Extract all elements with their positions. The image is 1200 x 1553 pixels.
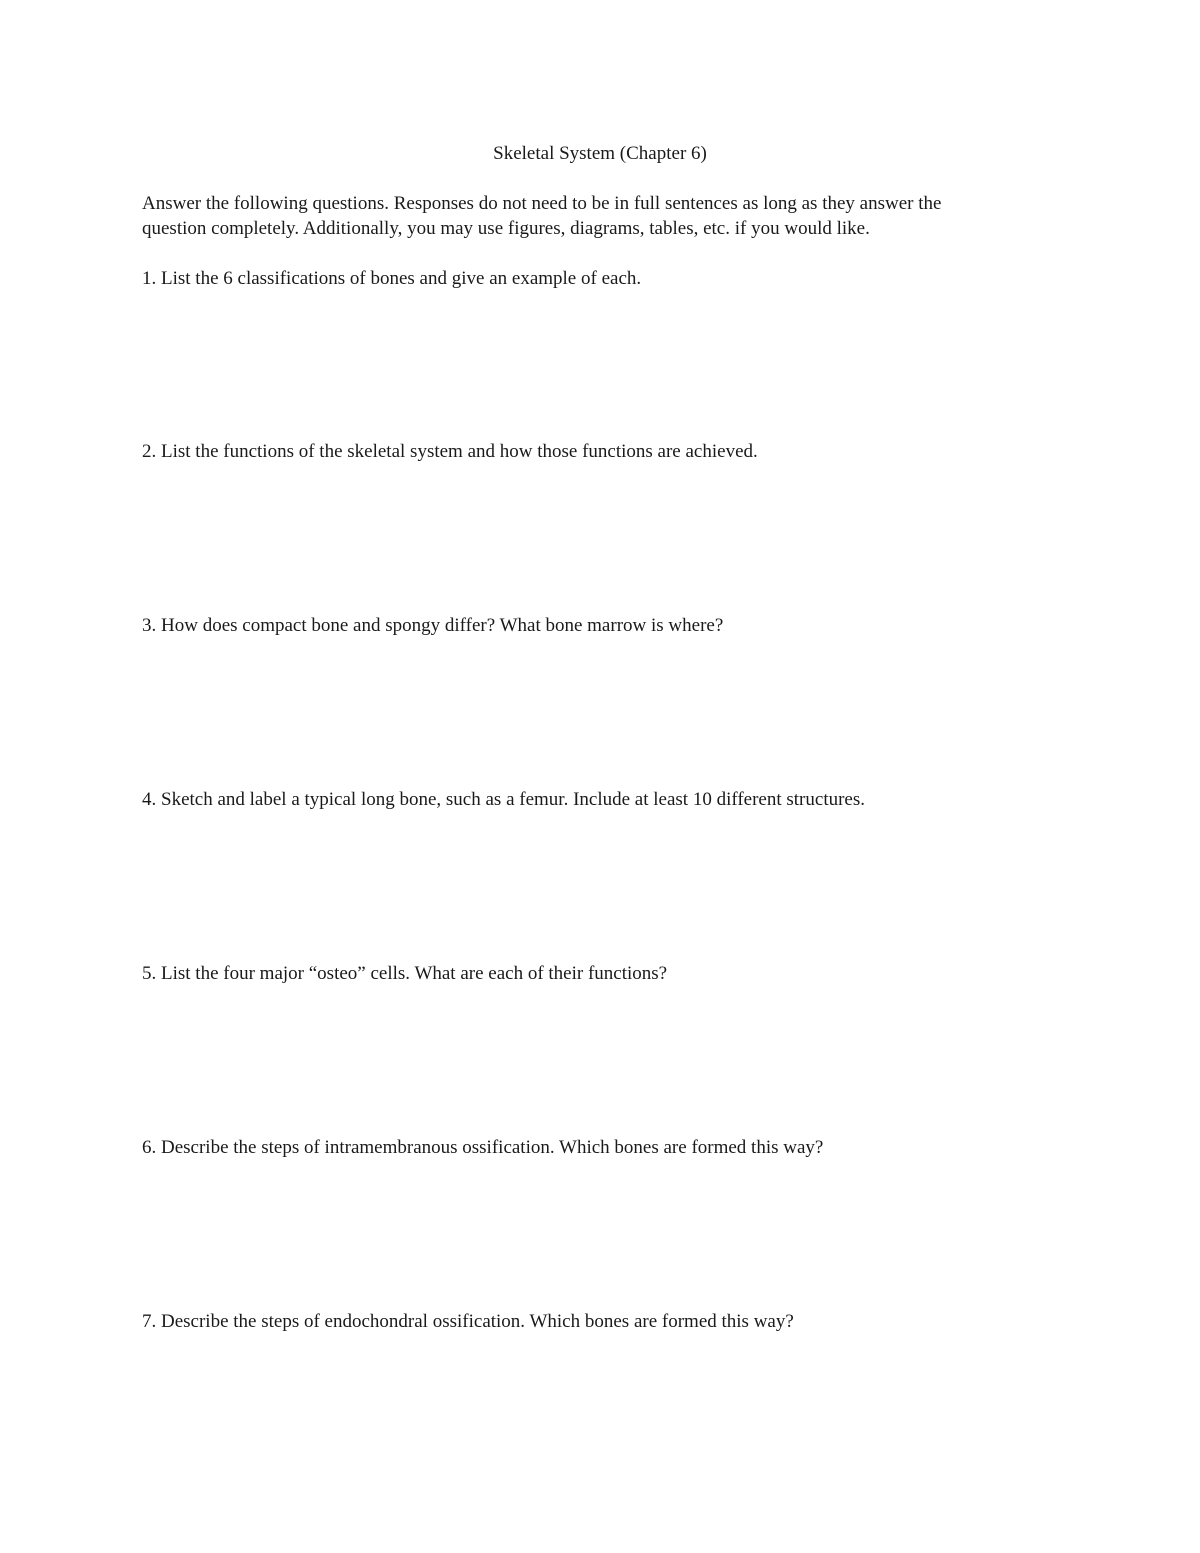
question-1: 1. List the 6 classifications of bones and give an example of each. bbox=[142, 268, 642, 289]
instructions-line: Answer the following questions. Responses do not need to be in full sentences as long as they answer the bbox=[142, 193, 942, 214]
question-4: 4. Sketch and label a typical long bone, such as a femur. Include at least 10 different structures. bbox=[142, 789, 866, 810]
question-3: 3. How does compact bone and spongy differ? What bone marrow is where? bbox=[142, 615, 724, 636]
instructions-line: question completely. Additionally, you may use figures, diagrams, tables, etc. if you would like. bbox=[142, 218, 870, 239]
question-6: 6. Describe the steps of intramembranous ossification. Which bones are formed this way? bbox=[142, 1137, 824, 1158]
question-2: 2. List the functions of the skeletal system and how those functions are achieved. bbox=[142, 441, 758, 462]
page-title: Skeletal System (Chapter 6) bbox=[493, 143, 707, 164]
question-7: 7. Describe the steps of endochondral ossification. Which bones are formed this way? bbox=[142, 1311, 794, 1332]
question-5: 5. List the four major “osteo” cells. What are each of their functions? bbox=[142, 963, 668, 984]
instructions-paragraph bbox=[142, 191, 1072, 241]
